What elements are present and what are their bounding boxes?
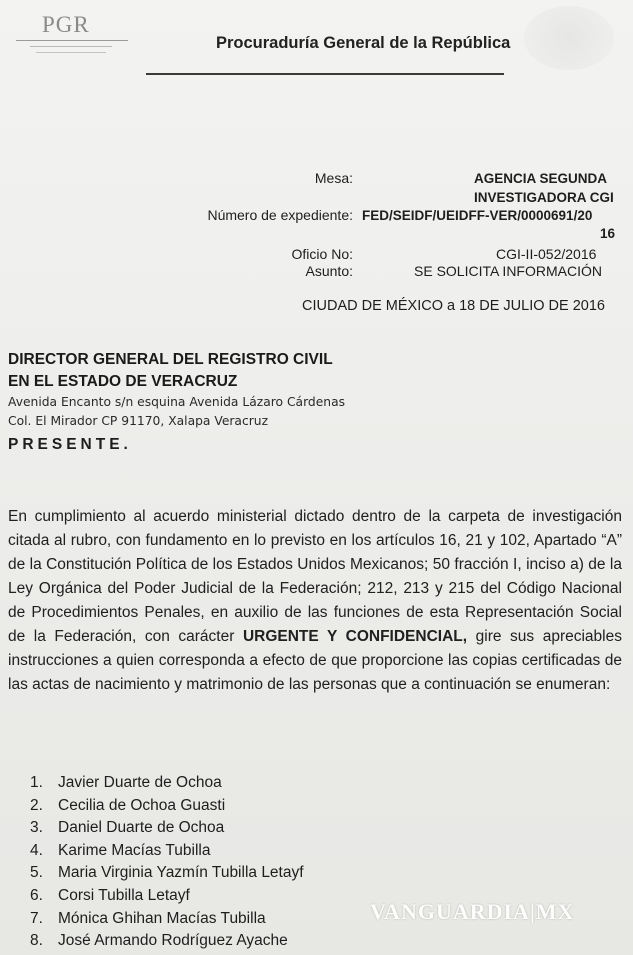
list-item: [30, 908, 304, 931]
logo-rule: [16, 40, 128, 41]
person-name: Daniel Duarte de Ochoa: [58, 819, 225, 837]
pgr-logo: [14, 6, 134, 66]
list-number: 2.: [30, 796, 43, 814]
mesa-label: Mesa:: [314, 170, 353, 186]
list-number: 4.: [30, 841, 43, 859]
list-number: 5.: [30, 864, 43, 882]
list-number: 8.: [30, 932, 43, 950]
list-number: 3.: [30, 819, 43, 837]
body-text-after: gire sus apreciables instrucciones a quien corresponda a efecto de que proporcione las copias certificadas de las actas de nacimiento y matrimonio de las personas que a continuación se enumeran:: [8, 628, 622, 693]
header-divider: [146, 73, 504, 75]
seal-icon: [524, 6, 614, 70]
expediente-value: FED/SEIDF/UEIDFF-VER/0000691/20: [362, 208, 593, 223]
addressee-title-cont: EN EL ESTADO DE VERACRUZ: [8, 373, 238, 390]
mesa-value-cont: INVESTIGADORA CGI: [474, 190, 614, 205]
institution-name: Procuraduría General de la República: [216, 34, 511, 52]
list-item: [30, 930, 304, 953]
body-text-emphasis: URGENTE Y CONFIDENCIAL,: [242, 628, 468, 645]
asunto-label: Asunto:: [305, 263, 353, 279]
expediente-value-cont: 16: [600, 226, 616, 241]
document-date: CIUDAD DE MÉXICO a 18 DE JULIO DE 2016: [302, 298, 605, 314]
list-item: [30, 885, 304, 908]
person-name: Javier Duarte de Ochoa: [58, 774, 222, 791]
list-item: [30, 795, 304, 818]
list-item: [30, 772, 304, 795]
oficio-value: CGI-II-052/2016: [496, 246, 597, 262]
addressee-address-cont: Col. El Mirador CP 91170, Xalapa Veracruz: [8, 414, 269, 428]
vanguardia-watermark: VANGUARDIA|MX: [370, 899, 575, 924]
asunto-value: SE SOLICITA INFORMACIÓN: [414, 263, 602, 279]
list-number: 6.: [30, 886, 43, 904]
list-number: 7.: [30, 909, 43, 927]
presente-heading: PRESENTE.: [8, 436, 132, 453]
addressee-block: [8, 349, 345, 457]
person-name: Cecilia de Ochoa Guasti: [58, 796, 226, 814]
people-list: [30, 772, 304, 953]
logo-rule-small: [36, 52, 106, 53]
list-item: [30, 817, 304, 840]
expediente-label: Número de expediente:: [207, 207, 353, 223]
logo-rule-small: [30, 46, 112, 47]
pgr-logo-text: PGR: [42, 12, 90, 37]
person-name: Karime Macías Tubilla: [58, 841, 211, 859]
person-name: José Armando Rodríguez Ayache: [58, 932, 288, 950]
body-text-before: En cumplimiento al acuerdo ministerial dictado dentro de la carpeta de investigación citada al rubro, con fundamento en lo previsto en los artículos 16, 21 y 102, Apartado “A” de la Constitución Política de los Estados Unidos Mexicanos; 50 fracción I, inciso a) de la Ley Orgánica del Poder Judicial de la Federación; 212, 213 y 215 del Código Nacional de Procedimientos Penales, en auxilio de las funciones de esta Representación Social de la Federación, con carácter: [8, 508, 622, 645]
addressee-title: DIRECTOR GENERAL DEL REGISTRO CIVIL: [8, 351, 333, 368]
list-item: [30, 840, 304, 863]
person-name: Maria Virginia Yazmín Tubilla Letayf: [58, 864, 304, 882]
list-item: [30, 862, 304, 885]
oficio-label: Oficio No:: [291, 246, 353, 262]
body-paragraph: [8, 505, 622, 697]
list-number: 1.: [30, 774, 43, 791]
person-name: Corsi Tubilla Letayf: [58, 886, 190, 904]
person-name: Mónica Ghihan Macías Tubilla: [58, 909, 266, 927]
addressee-address: Avenida Encanto s/n esquina Avenida Lázaro Cárdenas: [8, 395, 346, 409]
mesa-value: AGENCIA SEGUNDA: [474, 171, 608, 186]
